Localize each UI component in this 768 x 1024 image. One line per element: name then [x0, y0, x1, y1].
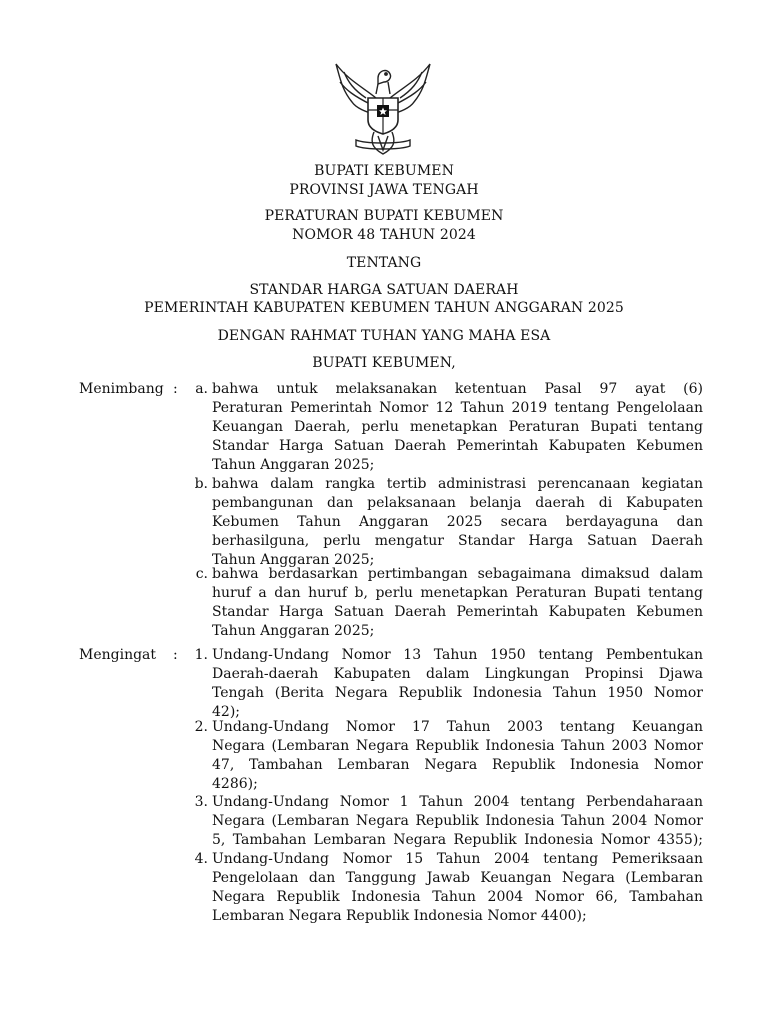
text-line: pembangunan dan pelaksanaan belanja daerah di Kabupaten — [212, 495, 703, 511]
mengingat-item-3 — [212, 793, 703, 850]
text-line: Undang-Undang Nomor 17 Tahun 2003 tentang Keuangan — [212, 719, 703, 735]
item-marker-2: 2. — [194, 719, 208, 735]
bupati-title: BUPATI KEBUMEN — [314, 163, 454, 179]
menimbang-item-a — [212, 380, 703, 475]
item-marker-4: 4. — [194, 851, 208, 867]
text-line: Undang-Undang Nomor 15 Tahun 2004 tentang Pemeriksaan — [212, 851, 703, 867]
preamble: DENGAN RAHMAT TUHAN YANG MAHA ESA — [217, 328, 551, 344]
mengingat-colon: : — [173, 647, 178, 663]
garuda-pancasila-emblem — [326, 58, 440, 158]
mengingat-item-2 — [212, 718, 703, 794]
regulation-title: PERATURAN BUPATI KEBUMEN — [264, 208, 504, 224]
text-line: Standar Harga Satuan Daerah Pemerintah Kabupaten Kebumen — [212, 604, 703, 620]
subject-line-1: STANDAR HARGA SATUAN DAERAH — [249, 282, 519, 298]
menimbang-item-b — [212, 475, 703, 570]
text-line: Standar Harga Satuan Daerah Pemerintah Kabupaten Kebumen — [212, 438, 703, 454]
text-line: 5, Tambahan Lembaran Negara Republik Indonesia Nomor 4355); — [212, 832, 703, 848]
subject-line-2: PEMERINTAH KABUPATEN KEBUMEN TAHUN ANGGARAN 2025 — [144, 300, 624, 316]
item-marker-c: c. — [195, 566, 208, 582]
text-line: Undang-Undang Nomor 13 Tahun 1950 tentang Pembentukan — [212, 647, 703, 663]
text-line: bahwa dalam rangka tertib administrasi perencanaan kegiatan — [212, 476, 703, 492]
text-line: 42); — [212, 704, 240, 720]
text-line: 47, Tambahan Lembaran Negara Republik Indonesia Nomor — [212, 757, 703, 773]
text-line: bahwa berdasarkan pertimbangan sebagaimana dimaksud dalam — [212, 566, 703, 582]
text-line: Undang-Undang Nomor 1 Tahun 2004 tentang Perbendaharaan — [212, 794, 703, 810]
text-line: bahwa untuk melaksanakan ketentuan Pasal 97 ayat (6) — [212, 381, 703, 397]
text-line: Pengelolaan dan Tanggung Jawab Keuangan Negara (Lembaran — [212, 870, 703, 886]
text-line: Kebumen Tahun Anggaran 2025 secara berdayaguna dan — [212, 514, 703, 530]
mengingat-label: Mengingat — [79, 647, 157, 663]
text-line: Negara (Lembaran Negara Republik Indonesia Tahun 2004 Nomor — [212, 813, 703, 829]
regulation-number: NOMOR 48 TAHUN 2024 — [292, 227, 476, 243]
text-line: Lembaran Negara Republik Indonesia Nomor 4400); — [212, 908, 587, 924]
text-line: Peraturan Pemerintah Nomor 12 Tahun 2019 tentang Pengelolaan — [212, 400, 703, 416]
text-line: Keuangan Daerah, perlu menetapkan Peraturan Bupati tentang — [212, 419, 703, 435]
mengingat-item-1 — [212, 646, 703, 722]
item-marker-a: a. — [195, 381, 208, 397]
item-marker-1: 1. — [194, 647, 208, 663]
menimbang-colon: : — [173, 381, 178, 397]
text-line: huruf a dan huruf b, perlu menetapkan Peraturan Bupati tentang — [212, 585, 703, 601]
text-line: Negara (Lembaran Negara Republik Indonesia Tahun 2003 Nomor — [212, 738, 703, 754]
mengingat-item-4 — [212, 850, 703, 926]
item-marker-3: 3. — [194, 794, 208, 810]
text-line: Tahun Anggaran 2025; — [212, 552, 375, 568]
text-line: Negara Republik Indonesia Tahun 2004 Nomor 66, Tambahan — [212, 889, 703, 905]
text-line: Tahun Anggaran 2025; — [212, 623, 375, 639]
text-line: berhasilguna, perlu mengatur Standar Harga Satuan Daerah — [212, 533, 703, 549]
text-line: Daerah-daerah Kabupaten dalam Lingkungan Propinsi Djawa — [212, 666, 703, 682]
menimbang-label: Menimbang — [79, 381, 164, 397]
text-line: 4286); — [212, 776, 258, 792]
garuda-emblem-icon — [326, 58, 440, 158]
text-line: Tahun Anggaran 2025; — [212, 457, 375, 473]
item-marker-b: b. — [194, 476, 208, 492]
text-line: Tengah (Berita Negara Republik Indonesia Tahun 1950 Nomor — [212, 685, 703, 701]
province-title: PROVINSI JAWA TENGAH — [289, 182, 479, 198]
menimbang-item-c — [212, 565, 703, 641]
about-heading: TENTANG — [346, 255, 422, 271]
issuer: BUPATI KEBUMEN, — [312, 355, 456, 371]
